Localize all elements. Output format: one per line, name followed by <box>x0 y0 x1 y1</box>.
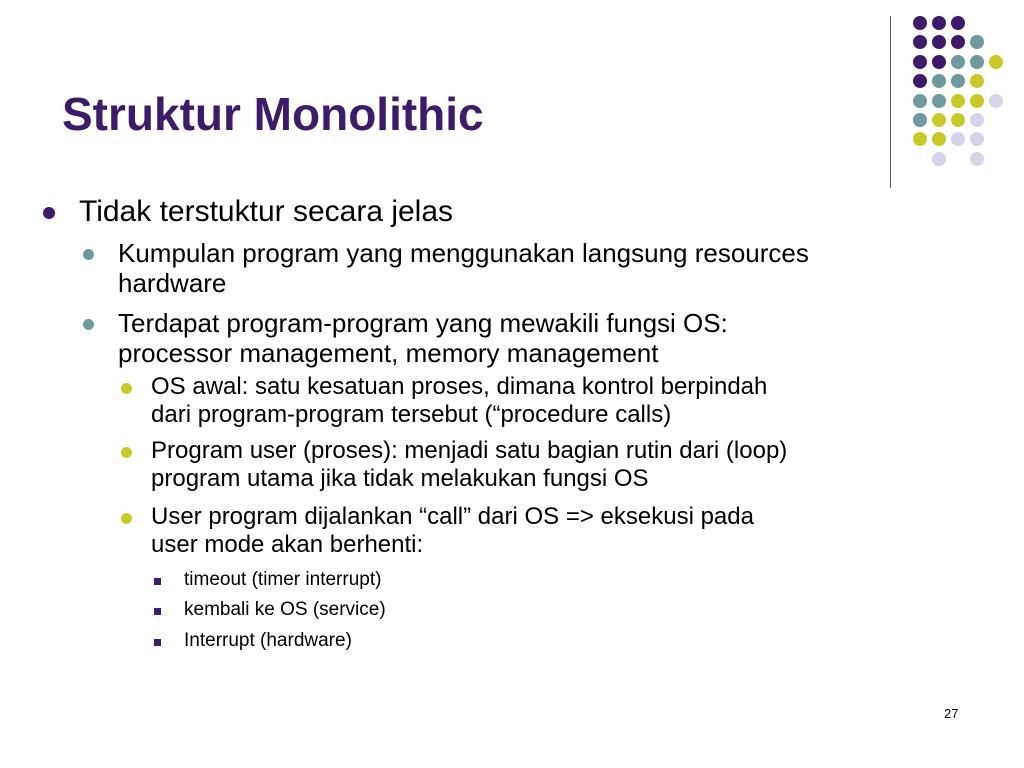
decorative-dot <box>970 132 984 146</box>
decorative-dot <box>970 55 984 69</box>
decorative-dot <box>951 35 965 49</box>
page-number: 27 <box>944 706 959 721</box>
bullet-dot-icon <box>83 319 94 330</box>
decorative-dot <box>932 35 946 49</box>
bullet-item-level-3 <box>151 437 787 493</box>
decorative-dot <box>932 152 946 166</box>
bullet-square-icon <box>154 578 161 585</box>
bullet-square-icon <box>154 608 161 615</box>
bullet-item-level-4 <box>184 597 386 623</box>
bullet-text-line: dari program-program tersebut (“procedure calls) <box>151 401 672 428</box>
bullet-text-line: Program user (proses): menjadi satu bagian rutin dari (loop) <box>151 437 788 464</box>
bullet-dot-icon <box>121 383 132 394</box>
bullet-text-line: program utama jika tidak melakukan fungsi OS <box>151 465 649 492</box>
bullet-text-line: processor management, memory management <box>118 338 659 368</box>
bullet-text-line: user mode akan berhenti: <box>151 531 424 558</box>
decorative-dot <box>951 74 965 88</box>
decorative-dot <box>932 132 946 146</box>
decorative-dot <box>913 94 927 108</box>
decorative-dot <box>951 16 965 30</box>
decorative-dot <box>913 16 927 30</box>
slide-title: Struktur Monolithic <box>62 88 484 140</box>
decorative-dot <box>951 55 965 69</box>
bullet-text-line: timeout (timer interrupt) <box>184 569 382 590</box>
decorative-dot <box>913 35 927 49</box>
bullet-text-line: Terdapat program-program yang mewakili fungsi OS: <box>118 308 728 338</box>
decorative-dot <box>951 132 965 146</box>
bullet-item-level-2 <box>118 238 809 298</box>
bullet-square-icon <box>154 639 161 646</box>
decorative-dot <box>970 74 984 88</box>
bullet-dot-icon <box>121 447 132 458</box>
decorative-dot <box>989 94 1003 108</box>
bullet-dot-icon <box>121 513 132 524</box>
decorative-dot <box>970 152 984 166</box>
decorative-dot <box>932 94 946 108</box>
title-divider-line <box>890 16 891 188</box>
bullet-item-level-3 <box>151 373 767 429</box>
decorative-dot <box>970 113 984 127</box>
decorative-dot <box>951 113 965 127</box>
decorative-dot <box>913 113 927 127</box>
bullet-text-line: kembali ke OS (service) <box>184 599 386 620</box>
decorative-dot <box>932 113 946 127</box>
bullet-item-level-1 <box>79 196 453 228</box>
decorative-dot <box>970 94 984 108</box>
decorative-dot <box>913 132 927 146</box>
decorative-dot <box>913 55 927 69</box>
bullet-text-line: User program dijalankan “call” dari OS => eksekusi pada <box>151 503 754 530</box>
bullet-item-level-4 <box>184 567 381 593</box>
bullet-dot-icon <box>83 249 94 260</box>
decorative-dot <box>932 55 946 69</box>
bullet-item-level-3 <box>151 503 754 559</box>
decorative-dot <box>951 94 965 108</box>
decorative-dot <box>932 16 946 30</box>
bullet-text-line: hardware <box>118 268 227 298</box>
bullet-text-line: Interrupt (hardware) <box>184 630 352 651</box>
bullet-item-level-4 <box>184 628 352 654</box>
decorative-dot <box>913 74 927 88</box>
bullet-dot-icon <box>43 207 55 219</box>
decorative-dot <box>932 74 946 88</box>
bullet-text-line: Kumpulan program yang menggunakan langsung resources <box>118 238 809 268</box>
bullet-text-line: Tidak terstuktur secara jelas <box>79 195 454 228</box>
bullet-text-line: OS awal: satu kesatuan proses, dimana kontrol berpindah <box>151 373 768 400</box>
decorative-dot <box>970 35 984 49</box>
bullet-item-level-2 <box>118 308 728 368</box>
decorative-dot <box>989 55 1003 69</box>
